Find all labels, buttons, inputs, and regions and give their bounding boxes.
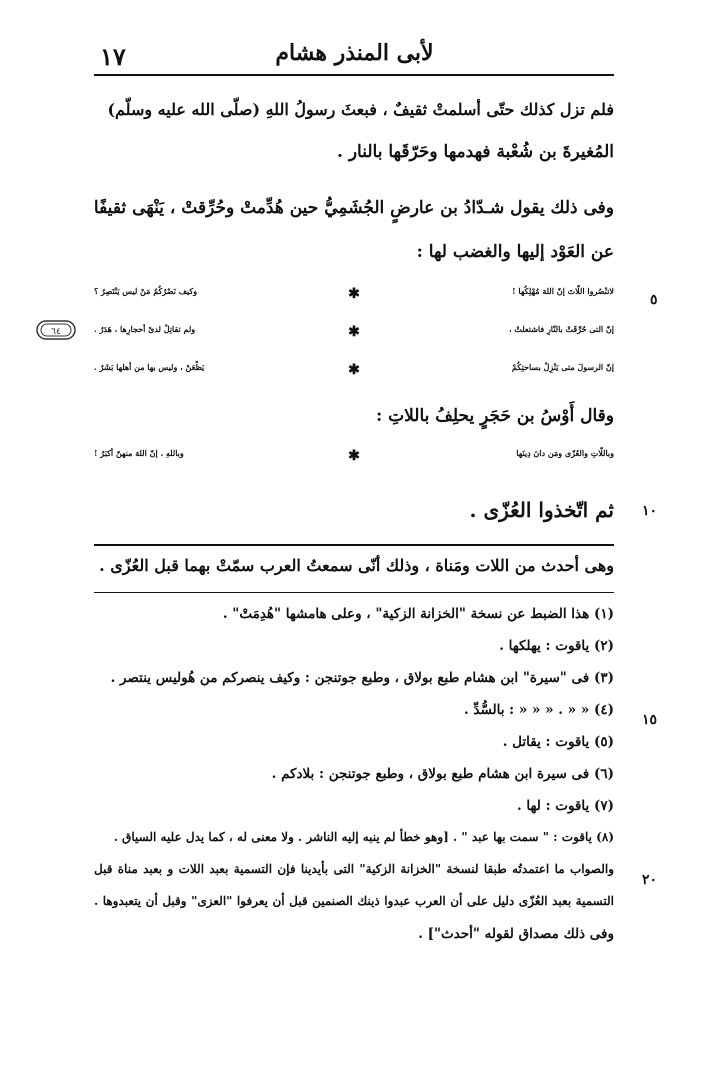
verse-3 <box>94 362 614 392</box>
body-line-2: المُغيرةَ بن شُعْبة فهدمها وحَرّقَها بالنار . <box>337 142 614 162</box>
aws-verse <box>94 448 614 478</box>
verse-2 <box>94 324 614 354</box>
closing-text <box>94 552 614 592</box>
margin-line-number-10: ١٠ <box>642 503 658 519</box>
footnote-1: (١) هذا الضبط عن نسخة "الخزانة الزكية" ، وعلى هامشها "هُدِمَتْ" . <box>222 606 614 622</box>
verse-3-second-hemistich: يَظْعَنْ ، وليس بها من أهلها بَشَرُ . <box>94 362 205 372</box>
verse-1-second-hemistich: وكيف نَصْرُكُمُ مَنْ ليس يَنْتَصِرُ ؟ <box>94 286 198 296</box>
verse-2-first-hemistich: إنّ التى حُرِّقَتْ بالنّارِ فاشتعلتْ ، <box>509 324 614 334</box>
body-line-3: وفى ذلك يقول شـدّادُ بن عارضٍ الجُشَمِيُّ حين هُدِّمتْ وحُرِّقتْ ، يَنْهَى ثقيفًا <box>93 198 614 218</box>
stamp-label: ٦٤ <box>51 327 61 337</box>
aws-verse-first-hemistich: وباللّاتِ والعُزّى ومَن دانَ دِينَها <box>516 448 614 458</box>
footnote-4: (٤) « « . « « « : بالسُّدِّ . <box>463 702 614 718</box>
verse-2-second-hemistich: ولم تقاتِلْ لدىْ أحجارِها ، هَدَرُ . <box>94 324 196 334</box>
section-heading: ثم اتّخذوا العُزّى . <box>469 498 614 522</box>
footnotes <box>94 604 614 964</box>
aws-intro: وقال أَوْسُ بن حَجَرٍ يحلِفُ باللاتِ : <box>375 406 614 426</box>
footnote-rule <box>94 592 614 593</box>
body-line-1: فلم تزل كذلك حتّى أسلمتْ ثقيفٌ ، فبعثَ رسولُ اللهِ (صلّى الله عليه وسلّم) <box>107 100 614 119</box>
margin-line-number-20: ٢٠ <box>642 872 658 888</box>
verse-separator: ✱ <box>348 362 360 378</box>
margin-line-number-5: ٥ <box>650 292 658 308</box>
footnote-2: (٢) ياقوت : يهلكها . <box>499 638 614 654</box>
page-number: ١٧ <box>100 42 126 71</box>
verse-1 <box>94 286 614 316</box>
footnote-8-continued-3: وفى ذلك مصداق لقوله "أحدث"] . <box>418 926 614 942</box>
verse-separator: ✱ <box>348 286 360 302</box>
aws-verse-second-hemistich: وباللهِ ، إنّ اللهَ منهنّ أكبَرُ ! <box>94 448 184 458</box>
main-text <box>94 96 614 556</box>
margin-line-number-15: ١٥ <box>642 712 658 728</box>
footnote-8-continued-2: التسمية بعبد العُزّى دليل على أن العرب عبدوا ذينك الصنمين قبل أن يعرفوا "العزى" وقبل أن يتعبدوها . <box>94 894 614 908</box>
running-title: لأبى المنذر هشام <box>275 40 434 66</box>
verse-separator: ✱ <box>348 324 360 340</box>
footnote-5: (٥) ياقوت : يقاتل . <box>502 734 614 750</box>
closing-line: وهى أحدث من اللات ومَناة ، وذلك أنّى سمعتُ العرب سمّتْ بهما قبل العُزّى . <box>99 556 614 575</box>
footnote-6: (٦) فى سيرة ابن هشام طبع بولاق ، وطبع جوتنجن : بلادكم . <box>271 766 614 782</box>
footnote-3: (٣) فى "سيرة" ابن هشام طبع بولاق ، وطبع جوتنجن : وكيف ينصركم من هُوليس ينتصر . <box>110 670 614 686</box>
footnote-8-continued-1: والصواب ما اعتمدتُه طبقا لنسخة "الخزانة الزكية" التى بأيدينا فإن التسمية بعبد اللات و بعبد مناة قبل <box>94 862 614 876</box>
header-rule <box>94 74 614 76</box>
footnote-8: (٨) ياقوت : " سمت بها عبد " . [وهو خطأ لم ينبه إليه الناشر . ولا معنى له ، كما يدل عليه السياق . <box>113 830 614 844</box>
verse-separator: ✱ <box>348 448 360 464</box>
verse-1-first-hemistich: لاتنْصُروا اللّاتَ إنّ اللهَ مُهْلِكُها ! <box>512 286 614 296</box>
library-stamp-icon <box>34 318 78 342</box>
section-rule <box>94 544 614 546</box>
footnote-7: (٧) ياقوت : لها . <box>517 798 614 814</box>
body-line-4: عن العَوْد إليها والغضب لها : <box>416 242 614 262</box>
verse-3-first-hemistich: إنّ الرسولَ متى يَنْزِلْ بساحتِكُمْ <box>511 362 614 372</box>
